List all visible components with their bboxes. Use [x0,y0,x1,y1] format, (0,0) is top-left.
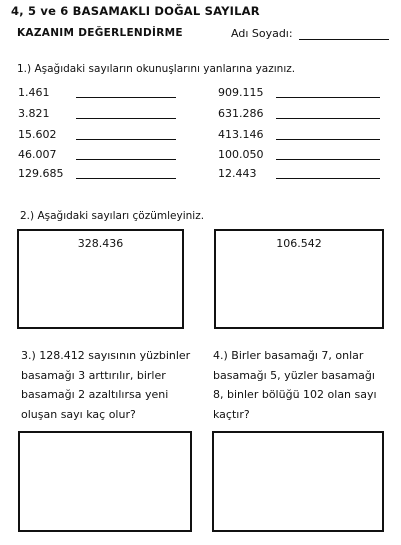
answer-box-4[interactable] [212,431,384,532]
name-label: Adı Soyadı: [231,27,293,40]
answer-line[interactable] [276,118,380,119]
worksheet-subtitle: KAZANIM DEĞERLENDİRME [17,27,183,39]
question-4-line: kaçtır? [213,407,250,421]
answer-line[interactable] [76,118,176,119]
question-3-line: 3.) 128.412 sayısının yüzbinler [21,349,191,362]
question-4-line: 8, binler bölüğü 102 olan sayı [213,388,377,401]
question-1-prompt: 1.) Aşağıdaki sayıların okunuşlarını yanlarına yazınız. [17,63,296,75]
question-4-line: basamağı 5, yüzler basamağı [213,368,375,382]
question-3-line: basamağı 3 arttırılır, birler [21,368,166,382]
number-item: 631.286 [218,107,264,120]
number-item: 1.461 [18,86,50,99]
answer-line[interactable] [76,178,176,179]
name-field[interactable] [299,39,389,40]
number-item: 46.007 [18,148,57,161]
analysis-box-right[interactable] [214,229,384,329]
number-item: 909.115 [218,86,264,99]
question-4-text [213,346,377,424]
box-number: 328.436 [77,237,124,250]
question-3-line: basamağı 2 azaltılırsa yeni [21,388,169,401]
answer-line[interactable] [76,159,176,160]
number-item: 100.050 [218,148,264,161]
number-item: 12.443 [218,167,257,180]
answer-line[interactable] [76,139,176,140]
number-item: 129.685 [18,167,64,180]
answer-line[interactable] [76,97,176,98]
number-item: 15.602 [18,128,57,141]
subtitle-row [17,27,389,43]
question-2-prompt: 2.) Aşağıdaki sayıları çözümleyiniz. [20,210,205,222]
analysis-box-left[interactable] [17,229,184,329]
number-item: 3.821 [18,107,50,120]
number-item: 413.146 [218,128,264,141]
answer-line[interactable] [276,97,380,98]
question-4-line: 4.) Birler basamağı 7, onlar [213,349,364,362]
box-number: 106.542 [276,237,322,250]
answer-line[interactable] [276,139,380,140]
worksheet-title: 4, 5 ve 6 BASAMAKLI DOĞAL SAYILAR [11,4,260,18]
question-3-line: oluşan sayı kaç olur? [21,407,136,421]
question-3-text [21,346,190,424]
answer-line[interactable] [276,159,380,160]
answer-line[interactable] [276,178,380,179]
answer-box-3[interactable] [18,431,192,532]
